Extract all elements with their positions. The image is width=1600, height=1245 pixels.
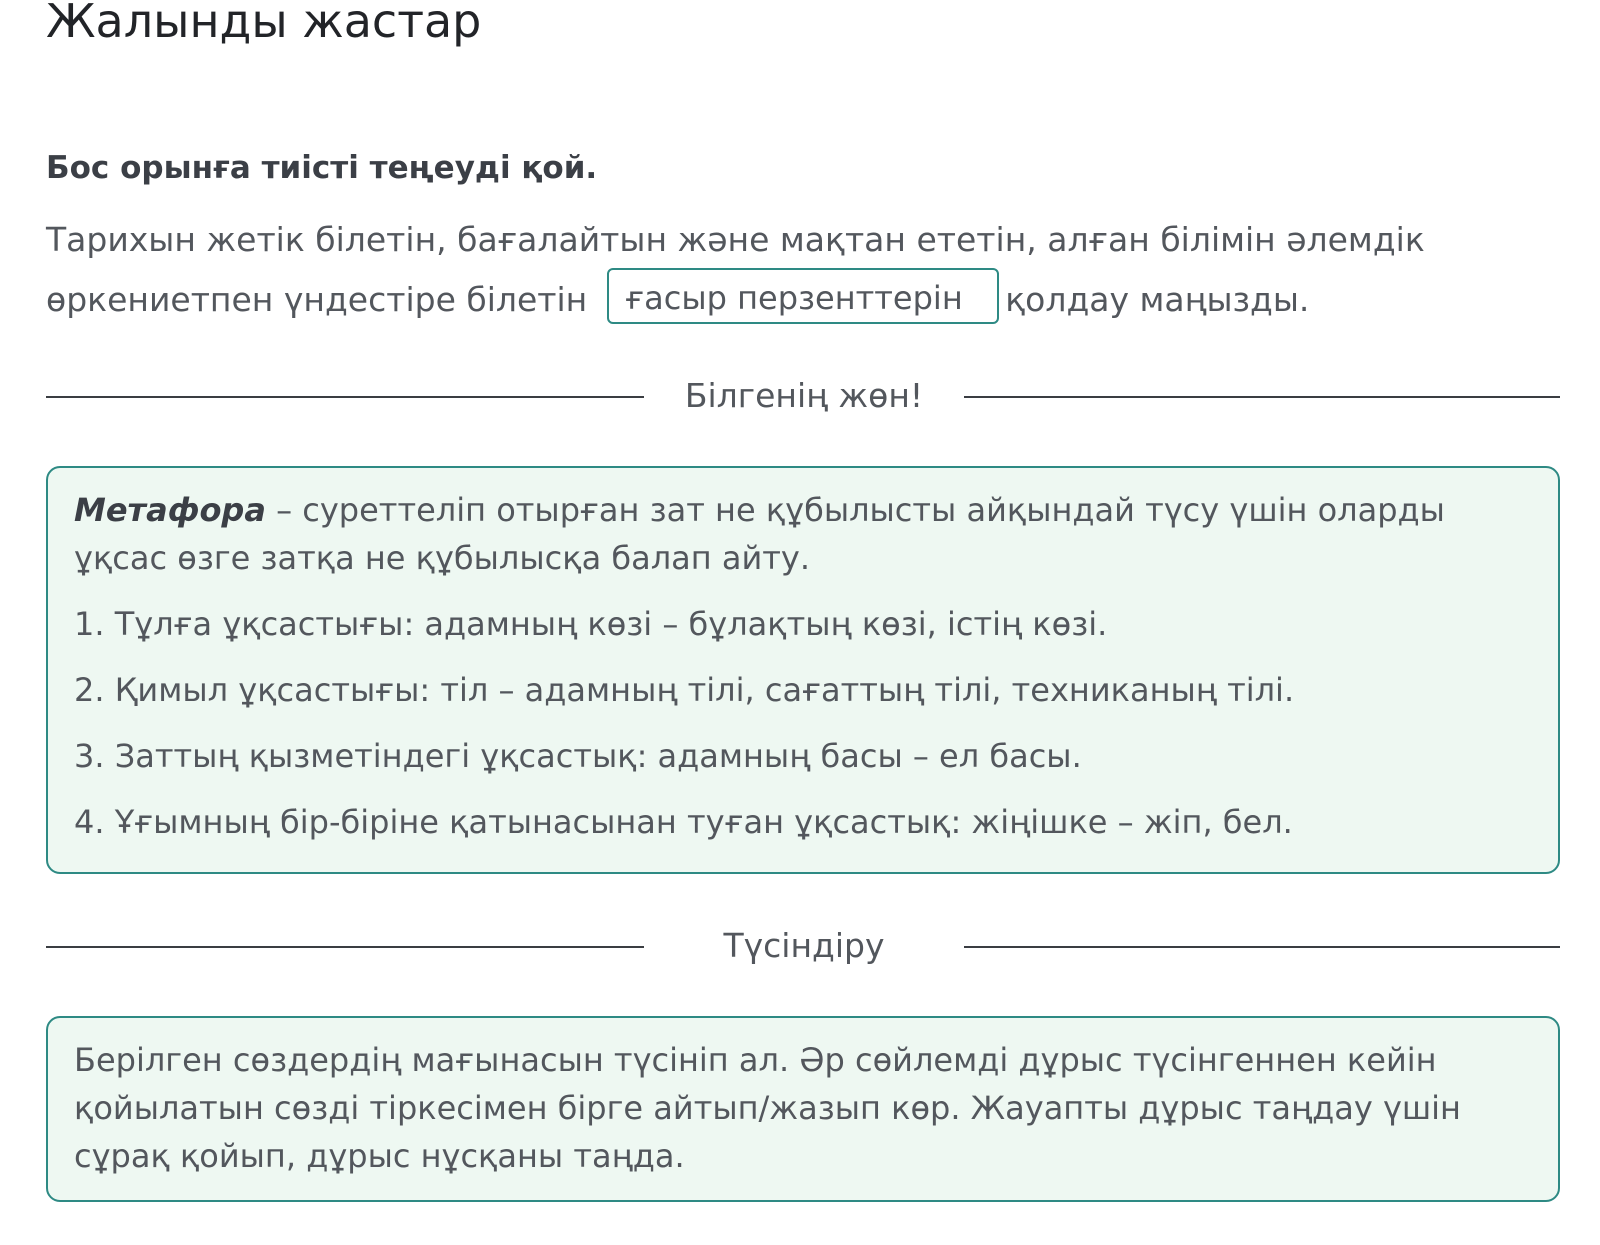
know-section-heading: Білгенің жөн!: [684, 376, 924, 415]
metaphor-term: Метафора: [74, 491, 266, 529]
divider-line-right: [964, 396, 1560, 398]
explanation-text: Берілген сөздердің мағынасын түсініп ал. Әр сөйлемді дұрыс түсінгеннен кейін қойылатын сөзді тіркесімен бірге айтып/жазып көр. Жауапты дұрыс таңдау үшін сұрақ қойып, дұрыс нұсқаны таңда.: [74, 1041, 1461, 1175]
explanation-section-divider: [46, 926, 1560, 966]
sentence-before: Тарихын жетік білетін, бағалайтын және мақтан ететін, алған білімін әлемдік өркениетпен үндестіре білетін: [46, 220, 1425, 319]
list-item: 4. Ұғымның бір-біріне қатынасынан туған ұқсастық: жіңішке – жіп, бел.: [74, 803, 1293, 841]
blank-answer-field[interactable]: ғасыр перзенттерін: [607, 268, 999, 324]
sentence-after: қолдау маңызды.: [1005, 280, 1310, 319]
list-item: 3. Заттың қызметіндегі ұқсастық: адамның басы – ел басы.: [74, 737, 1082, 775]
metaphor-types-list: [74, 600, 1532, 846]
know-section-divider: [46, 376, 1560, 416]
explanation-box: [46, 1016, 1560, 1202]
list-item: 2. Қимыл ұқсастығы: тіл – адамның тілі, сағаттың тілі, техниканың тілі.: [74, 671, 1295, 709]
list-item: 1. Тұлға ұқсастығы: адамның көзі – бұлақтың көзі, істің көзі.: [74, 605, 1108, 643]
divider-line-left: [46, 946, 644, 948]
metaphor-info-box: [46, 466, 1560, 874]
metaphor-definition-text: – суреттеліп отырған зат не құбылысты айқындай түсу үшін оларды ұқсас өзге затқа не құбылысқа балап айту.: [74, 491, 1445, 577]
task-instruction: Бос орынға тиісті теңеуді қой.: [46, 150, 598, 186]
explanation-section-heading: Түсіндіру: [723, 926, 885, 965]
divider-line-right: [964, 946, 1560, 948]
page-title: Жалынды жастар: [46, 0, 482, 48]
task-sentence: [46, 210, 1546, 330]
metaphor-definition: [74, 486, 1532, 582]
divider-line-left: [46, 396, 644, 398]
